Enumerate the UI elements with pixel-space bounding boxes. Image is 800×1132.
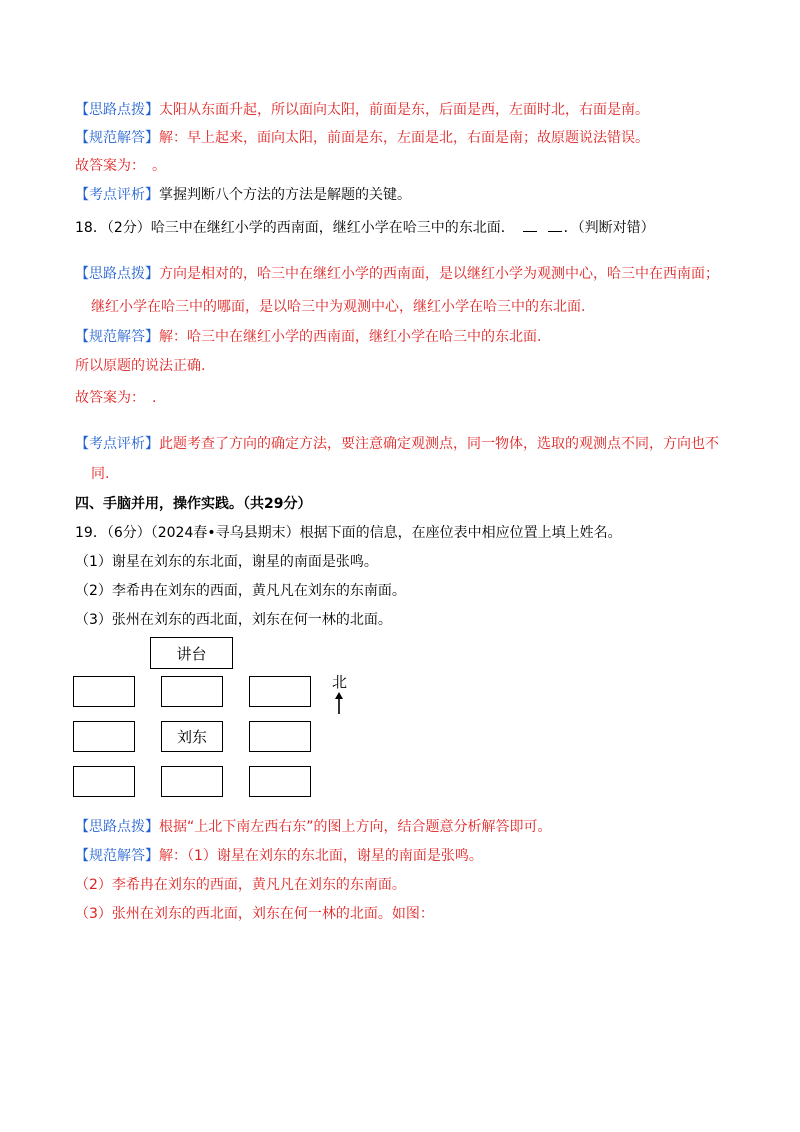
hint-tag: 【思路点拨】 — [75, 266, 159, 282]
seat-northwest[interactable] — [73, 676, 135, 707]
hint-text: 方向是相对的，哈三中在继红小学的西南面，是以继红小学为观测中心，哈三中在西南面； — [159, 266, 719, 282]
seat-north[interactable] — [161, 676, 223, 707]
q19-clue-1: （1）谢星在刘东的东北面，谢星的南面是张鸣。 — [75, 554, 378, 570]
answer-text: 解：（1）谢星在刘东的东北面，谢星的南面是张鸣。 — [159, 848, 483, 864]
q19-clue-2: （2）李希冉在刘东的西面，黄凡凡在刘东的东南面。 — [75, 583, 406, 599]
answer-blank[interactable] — [523, 219, 537, 232]
answer-tag: 【规范解答】 — [75, 848, 159, 864]
eval-text: 此题考查了方向的确定方法，要注意确定观测点，同一物体，选取的观测点不同，方向也不 — [159, 436, 719, 452]
eval-tag: 【考点评析】 — [75, 187, 159, 203]
seat-southeast[interactable] — [249, 766, 311, 797]
q18-answer — [75, 328, 541, 346]
seat-south[interactable] — [161, 766, 223, 797]
seat-southwest[interactable] — [73, 766, 135, 797]
answer-text: 解：哈三中在继红小学的西南面，继红小学在哈三中的东北面. — [159, 329, 542, 345]
q19-clue-3: （3）张州在刘东的西北面，刘东在何一林的北面。 — [75, 612, 392, 628]
q19-answer-3: （3）张州在刘东的西北面，刘东在何一林的北面。如图： — [75, 906, 434, 922]
q18-final-answer: 故答案为： . — [75, 390, 157, 406]
q18-eval-continued: 同. — [91, 466, 110, 482]
q18-hint-continued: 继红小学在哈三中的哪面，是以哈三中为观测中心，继红小学在哈三中的东北面. — [91, 299, 586, 315]
north-label: 北 — [332, 673, 348, 691]
hint-text: 太阳从东面升起，所以面向太阳，前面是东，后面是西，左面时北，右面是南。 — [159, 102, 649, 118]
eval-text: 掌握判断八个方法的方法是解题的关键。 — [159, 187, 411, 203]
north-arrow-icon — [333, 692, 345, 714]
hint-tag: 【思路点拨】 — [75, 819, 159, 835]
q18-conclusion: 所以原题的说法正确. — [75, 358, 206, 374]
q19-question: 19．（6分）（2024春•寻乌县期末）根据下面的信息，在座位表中相应位置上填上姓名。 — [75, 525, 622, 541]
q19-hint — [75, 818, 552, 836]
q17-answer — [75, 129, 649, 147]
q19-answer — [75, 847, 483, 865]
section-heading: 四、手脑并用，操作实践。（共29分） — [75, 496, 312, 512]
seat-center: 刘东 — [161, 721, 223, 752]
answer-tag: 【规范解答】 — [75, 130, 159, 146]
q18-question-prefix: 18．（2分）哈三中在继红小学的西南面，继红小学在哈三中的东北面． — [75, 220, 515, 236]
q18-question-suffix: ．（判断对错） — [563, 220, 655, 236]
seat-west[interactable] — [73, 721, 135, 752]
q19-answer-2: （2）李希冉在刘东的西面，黄凡凡在刘东的东南面。 — [75, 877, 406, 893]
q17-final-answer: 故答案为： 。 — [75, 158, 166, 174]
seat-northeast[interactable] — [249, 676, 311, 707]
q17-eval — [75, 186, 411, 204]
answer-tag: 【规范解答】 — [75, 329, 159, 345]
hint-tag: 【思路点拨】 — [75, 102, 159, 118]
seat-east[interactable] — [249, 721, 311, 752]
answer-blank[interactable] — [548, 219, 562, 232]
podium-box: 讲台 — [150, 637, 233, 669]
answer-text: 解：早上起来，面向太阳，前面是东，左面是北，右面是南；故原题说法错误。 — [159, 130, 649, 146]
q17-hint — [75, 101, 649, 119]
hint-text: 根据“上北下南左西右东”的图上方向，结合题意分析解答即可。 — [159, 819, 552, 835]
q18-hint — [75, 265, 719, 283]
q18-question — [75, 219, 655, 237]
q18-eval — [75, 435, 719, 453]
eval-tag: 【考点评析】 — [75, 436, 159, 452]
